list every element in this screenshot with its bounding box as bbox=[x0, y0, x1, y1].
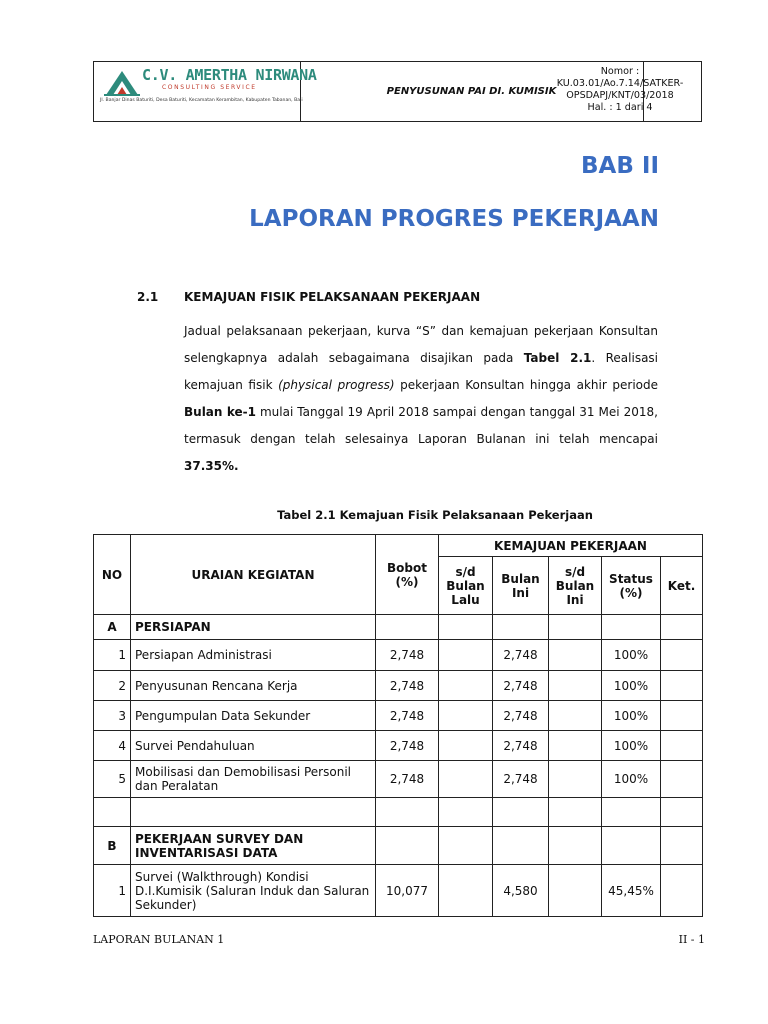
row-uraian: Pengumpulan Data Sekunder bbox=[131, 701, 376, 731]
row-no: 1 bbox=[94, 865, 131, 917]
chapter-number: BAB II bbox=[581, 153, 659, 179]
header-ket: Ket. bbox=[661, 557, 703, 615]
header-sd-bulan-ini: s/d Bulan Ini bbox=[549, 557, 602, 615]
chapter-title: LAPORAN PROGRES PEKERJAAN bbox=[249, 206, 659, 232]
group-row-a bbox=[94, 615, 703, 640]
row-bulan-ini: 2,748 bbox=[493, 640, 549, 671]
document-number bbox=[537, 62, 703, 121]
header-sd-bulan-lalu: s/d Bulan Lalu bbox=[439, 557, 493, 615]
row-bobot: 2,748 bbox=[376, 640, 439, 671]
row-bulan-ini: 2,748 bbox=[493, 671, 549, 701]
row-status: 100% bbox=[602, 671, 661, 701]
progress-table bbox=[93, 534, 703, 917]
header-no: NO bbox=[94, 535, 131, 615]
row-status: 100% bbox=[602, 701, 661, 731]
physical-progress-term: (physical progress) bbox=[278, 378, 395, 392]
table-row bbox=[94, 671, 703, 701]
header-uraian: URAIAN KEGIATAN bbox=[131, 535, 376, 615]
footer-page-number: II - 1 bbox=[678, 933, 705, 946]
para-text-4: mulai Tanggal 19 April 2018 sampai dengan tanggal 31 Mei 2018, termasuk dengan telah selesainya Laporan Bulanan ini telah mencapai bbox=[184, 405, 658, 446]
header-status: Status (%) bbox=[602, 557, 661, 615]
row-bulan-ini: 2,748 bbox=[493, 701, 549, 731]
row-no: 2 bbox=[94, 671, 131, 701]
row-no: 4 bbox=[94, 731, 131, 761]
row-no: 1 bbox=[94, 640, 131, 671]
nomor-value-line-1: KU.03.01/Ao.7.14/SATKER- bbox=[556, 78, 684, 89]
page-indicator: Hal. : 1 dari 4 bbox=[587, 102, 653, 113]
period-term: Bulan ke-1 bbox=[184, 405, 256, 419]
row-uraian: Survei (Walkthrough) Kondisi D.I.Kumisik (Saluran Induk dan Saluran Sekunder) bbox=[131, 865, 376, 917]
document-header bbox=[93, 61, 702, 122]
row-uraian: Penyusunan Rencana Kerja bbox=[131, 671, 376, 701]
para-text-3: pekerjaan Konsultan hingga akhir periode bbox=[394, 378, 658, 392]
row-bobot: 2,748 bbox=[376, 731, 439, 761]
row-status: 100% bbox=[602, 761, 661, 798]
company-logo-block bbox=[94, 62, 317, 121]
row-no: 5 bbox=[94, 761, 131, 798]
empty-row bbox=[94, 798, 703, 827]
row-no: 3 bbox=[94, 701, 131, 731]
row-uraian: Mobilisasi dan Demobilisasi Personil dan Peralatan bbox=[131, 761, 376, 798]
progress-percent: 37.35%. bbox=[184, 459, 239, 473]
row-status: 100% bbox=[602, 731, 661, 761]
para-text-2: . Realisasi kemajuan fisik bbox=[184, 351, 659, 392]
nomor-label: Nomor : bbox=[600, 66, 640, 77]
row-uraian: Survei Pendahuluan bbox=[131, 731, 376, 761]
company-logo-icon bbox=[104, 67, 142, 97]
header-kemajuan: KEMAJUAN PEKERJAAN bbox=[439, 535, 703, 557]
para-text-1: Jadual pelaksanaan pekerjaan, kurva “S” dan kemajuan pekerjaan Konsultan selengkapnya adalah sebagaimana disajikan pada bbox=[184, 324, 658, 365]
group-title: PEKERJAAN SURVEY DAN INVENTARISASI DATA bbox=[131, 827, 376, 865]
row-bulan-ini: 2,748 bbox=[493, 731, 549, 761]
row-bulan-ini: 4,580 bbox=[493, 865, 549, 917]
table-row bbox=[94, 640, 703, 671]
section-number: 2.1 bbox=[137, 290, 159, 304]
row-status: 45,45% bbox=[602, 865, 661, 917]
group-code: A bbox=[94, 615, 131, 640]
section-paragraph bbox=[184, 318, 658, 480]
company-subtitle: CONSULTING SERVICE bbox=[162, 84, 257, 91]
table-header-row bbox=[94, 535, 703, 557]
row-bobot: 2,748 bbox=[376, 761, 439, 798]
table-reference: Tabel 2.1 bbox=[523, 351, 592, 365]
company-name: C.V. AMERTHA NIRWANA bbox=[142, 66, 317, 84]
row-bobot: 2,748 bbox=[376, 701, 439, 731]
table-row bbox=[94, 865, 703, 917]
footer-report-name: LAPORAN BULANAN 1 bbox=[93, 933, 225, 946]
section-title: KEMAJUAN FISIK PELAKSANAAN PEKERJAAN bbox=[184, 290, 481, 304]
nomor-value-line-2: OPSDAPJ/KNT/03/2018 bbox=[566, 90, 674, 101]
company-address: Jl. Banjar Dinas Baturiti, Desa Baturiti, Kecamatan Kerambitan, Kabupaten Tabanan, Bali bbox=[100, 98, 303, 103]
header-bobot: Bobot (%) bbox=[376, 535, 439, 615]
table-caption: Tabel 2.1 Kemajuan Fisik Pelaksanaan Pekerjaan bbox=[277, 508, 593, 522]
table-row bbox=[94, 761, 703, 798]
row-bobot: 2,748 bbox=[376, 671, 439, 701]
row-bulan-ini: 2,748 bbox=[493, 761, 549, 798]
group-title: PERSIAPAN bbox=[131, 615, 376, 640]
row-bobot: 10,077 bbox=[376, 865, 439, 917]
table-row bbox=[94, 701, 703, 731]
row-status: 100% bbox=[602, 640, 661, 671]
header-bulan-ini: Bulan Ini bbox=[493, 557, 549, 615]
document-title: PENYUSUNAN PAI DI. KUMISIK bbox=[300, 62, 644, 121]
row-uraian: Persiapan Administrasi bbox=[131, 640, 376, 671]
group-row-b bbox=[94, 827, 703, 865]
table-row bbox=[94, 731, 703, 761]
group-code: B bbox=[94, 827, 131, 865]
